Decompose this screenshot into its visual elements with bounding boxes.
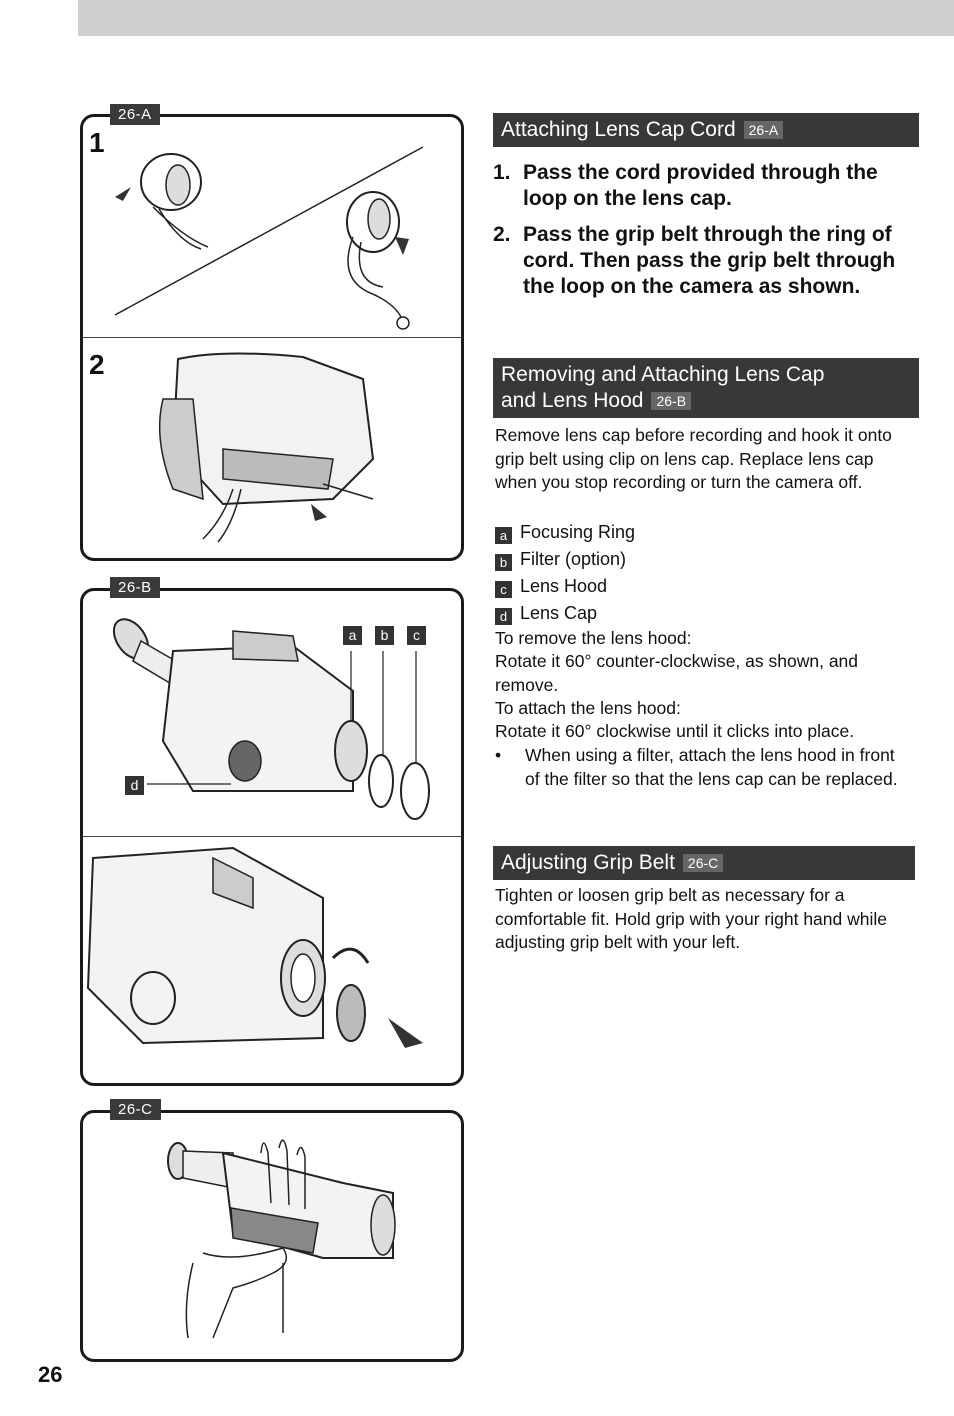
part-lens-cap — [495, 602, 597, 625]
part-filter — [495, 548, 626, 571]
section2-intro: Remove lens cap before recording and hook it onto grip belt using clip on lens cap. Replace lens cap when you stop recording or turn the camera off. — [495, 425, 892, 492]
figure-reference: 26-C — [683, 854, 723, 872]
part-label: Focusing Ring — [520, 522, 636, 542]
figure-26a — [80, 114, 464, 561]
step-1-number: 1 — [89, 127, 105, 158]
steps-list — [493, 160, 923, 310]
figure-reference: 26-A — [744, 121, 784, 139]
figure-tag-26b: 26-B — [110, 577, 160, 598]
part-label: Lens Hood — [520, 576, 608, 596]
lens-hood-exploded-illustration — [83, 591, 461, 836]
section-heading-attaching-lens-cap-cord — [493, 113, 919, 147]
step-number: 2. — [493, 223, 511, 246]
attach-text: Rotate it 60° clockwise until it clicks into place. — [495, 721, 855, 741]
part-label: Filter (option) — [520, 549, 627, 569]
part-key: a — [495, 527, 512, 544]
step-2-number: 2 — [89, 349, 105, 380]
figure-reference: 26-B — [651, 392, 691, 410]
part-focusing-ring — [495, 521, 635, 544]
figure-divider — [83, 836, 461, 837]
remove-heading: To remove the lens hood: — [495, 628, 692, 648]
section-title-line-2: and Lens Hood — [501, 389, 644, 412]
remove-text: Rotate it 60° counter-clockwise, as shown, and remove. — [495, 651, 859, 695]
step-number: 1. — [493, 161, 511, 184]
top-band — [78, 0, 954, 36]
lens-cap-cord-illustration — [83, 117, 461, 337]
part-key: c — [495, 581, 512, 598]
figure-divider — [83, 337, 461, 338]
section-title-line-1: Removing and Attaching Lens Cap — [501, 363, 825, 386]
section-title: Attaching Lens Cap Cord — [501, 118, 736, 141]
step-text: Pass the cord provided through the loop on the lens cap. — [523, 161, 878, 210]
page-number: 26 — [38, 1362, 63, 1387]
figure-tag-26a: 26-A — [110, 104, 160, 125]
figure-key-b: b — [375, 626, 394, 645]
figure-26c — [80, 1110, 464, 1362]
step-item — [493, 222, 923, 300]
part-key: d — [495, 608, 512, 625]
section-heading-adjusting-grip-belt — [493, 846, 915, 880]
figure-key-a: a — [343, 626, 362, 645]
part-key: b — [495, 554, 512, 571]
figure-26b — [80, 588, 464, 1086]
section3-text: Tighten or loosen grip belt as necessary for a comfortable fit. Hold grip with your right hand while adjusting grip belt with your left. — [495, 885, 887, 952]
lens-hood-removal-illustration — [83, 838, 461, 1083]
attach-heading: To attach the lens hood: — [495, 698, 681, 718]
adjusting-grip-belt-illustration — [83, 1113, 461, 1359]
part-label: Lens Cap — [520, 603, 598, 623]
note-text: When using a filter, attach the lens hood in front of the filter so that the lens cap can be replaced. — [525, 745, 898, 789]
part-lens-hood — [495, 575, 607, 598]
section-heading-removing-attaching-lens-cap — [493, 358, 919, 418]
step-text: Pass the grip belt through the ring of cord. Then pass the grip belt through the loop on the camera as shown. — [523, 223, 896, 298]
figure-tag-26c: 26-C — [110, 1099, 161, 1120]
figure-key-c: c — [407, 626, 426, 645]
grip-belt-illustration — [83, 339, 461, 554]
figure-key-d: d — [125, 776, 144, 795]
step-item — [493, 160, 923, 212]
section-title: Adjusting Grip Belt — [501, 851, 675, 874]
note-bullet: • — [495, 745, 502, 765]
